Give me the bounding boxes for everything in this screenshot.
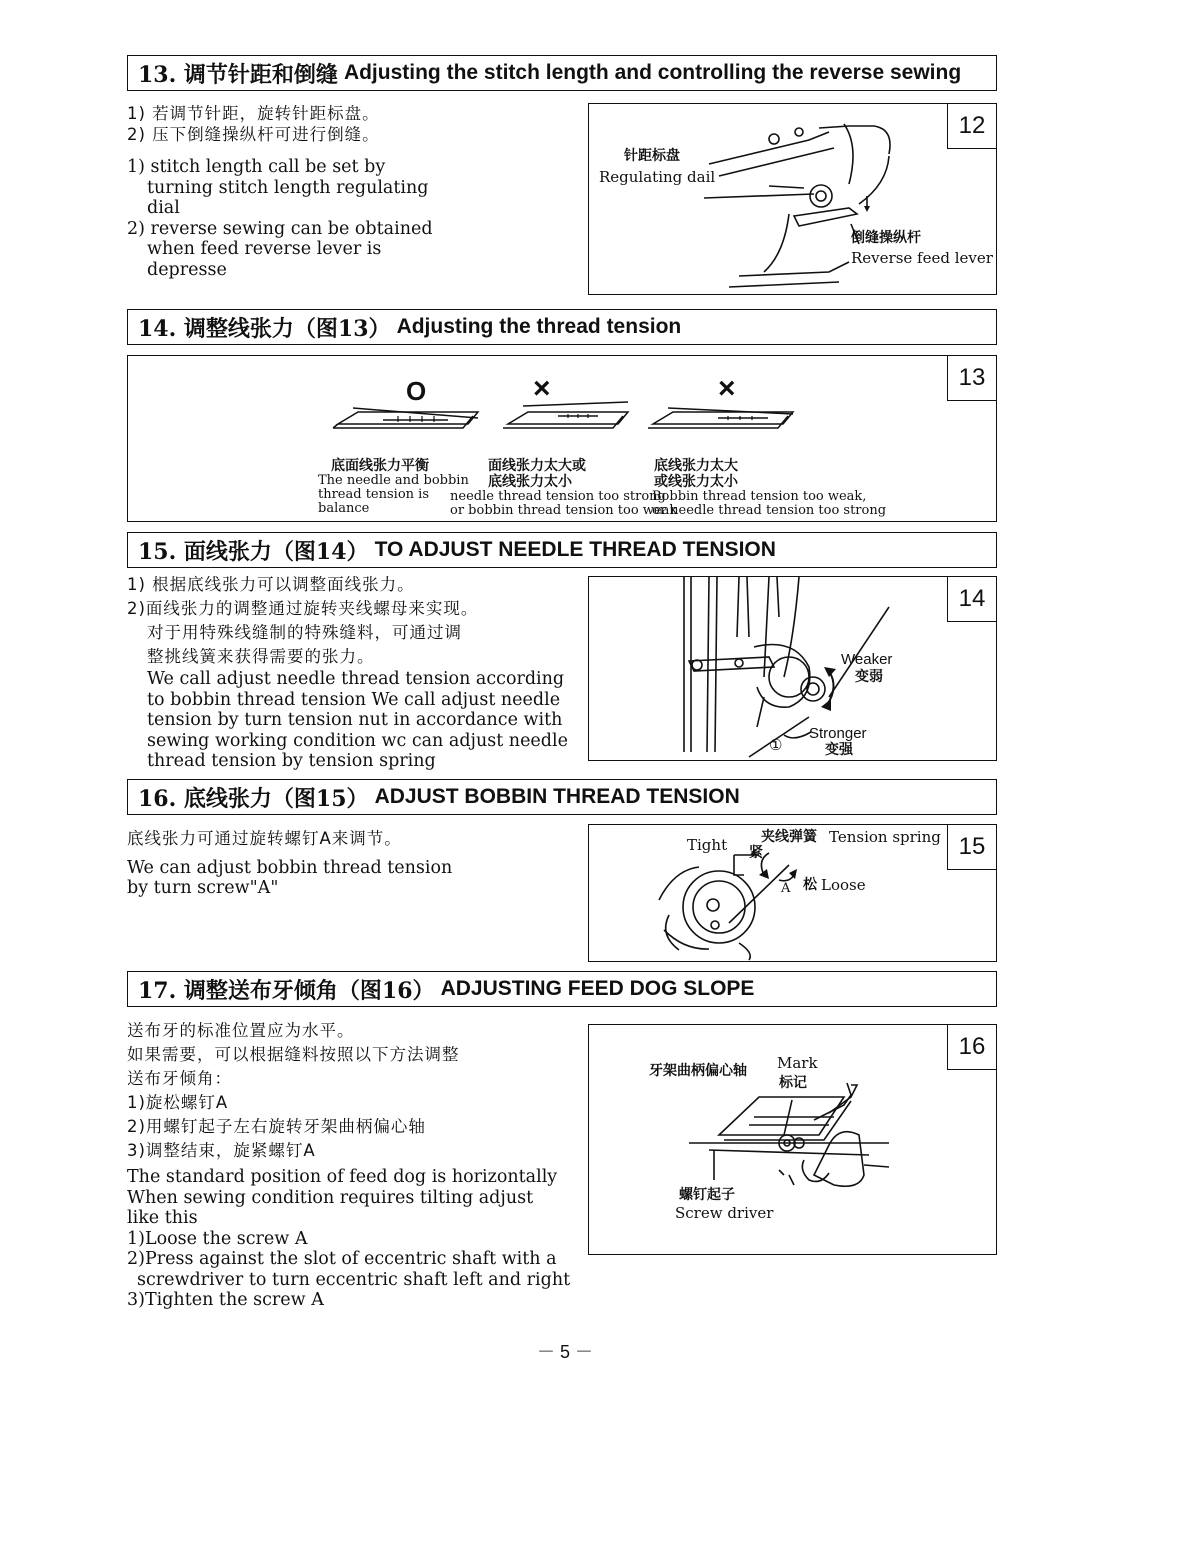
s13-en-item2-line1: 2) reverse sewing can be obtained	[127, 218, 433, 239]
s17-cn-line-4: 1)旋松螺钉A	[127, 1093, 229, 1112]
label-loose-cn: 松	[803, 877, 817, 893]
section-17-heading	[127, 971, 997, 1007]
label-screw-driver: Screw driver	[675, 1204, 774, 1222]
label-tension-spring: Tension spring	[829, 828, 941, 846]
section-13-text	[127, 104, 577, 280]
figure-13-number: 13	[947, 355, 997, 401]
label-loose: Loose	[821, 876, 866, 894]
figure-12	[588, 103, 997, 295]
label-stronger: Stronger	[809, 725, 867, 742]
label-regulating-dial-cn: 针距标盘	[624, 148, 680, 164]
section-13-title-en: Adjusting the stitch length and controlling the reverse sewing	[343, 61, 962, 84]
label-weaker-cn: 变弱	[855, 669, 883, 685]
label-screw-driver-cn: 螺钉起子	[679, 1187, 735, 1203]
figure-16-number: 16	[947, 1024, 997, 1070]
s17-cn-line-3: 送布牙倾角：	[127, 1069, 232, 1088]
s17-en-line-7: 3)Tighten the screw A	[127, 1290, 324, 1310]
section-17-text	[127, 1019, 582, 1311]
section-16-title-cn: 16. 底线张力（图15）	[138, 785, 369, 812]
section-17-title-cn: 17. 调整送布牙倾角（图16）	[138, 977, 435, 1004]
s13-en-item2-line3: depresse	[147, 259, 227, 280]
figure-12-number: 12	[947, 103, 997, 149]
mark-balanced: O	[406, 376, 427, 406]
caption-2-cn-2: 底线张力太小	[488, 474, 572, 490]
section-14-title-en: Adjusting the thread tension	[396, 315, 682, 338]
s15-cn-line-2: 2)面线张力的调整通过旋转夹线螺母来实现。	[127, 599, 479, 618]
page-number: － 5 －	[536, 1342, 593, 1362]
s13-en-item1-line3: dial	[147, 198, 180, 218]
caption-2-en-2: or bobbin thread tension too weak	[450, 503, 678, 518]
s15-en-line-2: to bobbin thread tension We call adjust needle	[147, 689, 561, 710]
caption-1-en-1: The needle and bobbin	[318, 473, 469, 488]
s15-cn-line-3: 对于用特殊线缝制的特殊缝料，可通过调	[147, 623, 462, 642]
label-part-1: ①	[769, 736, 783, 754]
label-mark-cn: 标记	[779, 1075, 807, 1091]
caption-3-cn-1: 底线张力太大	[654, 458, 738, 474]
s13-en-item1-line1: 1) stitch length call be set by	[127, 157, 386, 177]
section-15-text	[127, 573, 582, 772]
s15-en-line-3: tension by turn tension nut in accordance with	[147, 710, 563, 730]
s17-cn-line-6: 3)调整结束，旋紧螺钉A	[127, 1141, 316, 1160]
s16-en-line-2: by turn screw"A"	[127, 878, 279, 898]
label-reverse-lever-cn: 倒缝操纵杆	[851, 230, 921, 246]
label-tight: Tight	[687, 836, 728, 854]
caption-2-en-1: needle thread tension too strong	[450, 489, 666, 504]
label-regulating-dial: Regulating dail	[599, 168, 716, 186]
caption-1-en-2: thread tension is	[318, 487, 429, 502]
s15-en-line-5: thread tension by tension spring	[147, 751, 436, 771]
caption-3-en-1: Bobbin thread tension too weak,	[652, 489, 867, 504]
s15-cn-line-1: 1) 根据底线张力可以调整面线张力。	[127, 575, 415, 594]
section-13-title-cn: 13. 调节针距和倒缝	[138, 61, 338, 88]
section-16-title-en: ADJUST BOBBIN THREAD TENSION	[374, 785, 740, 808]
label-spring-cn: 夹线弹簧	[761, 829, 817, 845]
s17-en-line-5: 2)Press against the slot of eccentric shaft with a	[127, 1249, 557, 1269]
s16-en-line-1: We can adjust bobbin thread tension	[127, 857, 453, 878]
s17-cn-line-5: 2)用螺钉起子左右旋转牙架曲柄偏心轴	[127, 1117, 426, 1136]
s17-en-line-3: like this	[127, 1208, 198, 1228]
figure-16	[588, 1024, 997, 1255]
tension-nut-drawing	[589, 577, 998, 762]
s13-cn-line-1: 1) 若调节针距，旋转针距标盘。	[127, 104, 380, 123]
section-16-text	[127, 829, 577, 899]
caption-3-cn-2: 或线张力太小	[654, 474, 738, 490]
label-mark: Mark	[777, 1054, 818, 1072]
label-stronger-cn: 变强	[825, 742, 853, 758]
figure-15	[588, 824, 997, 962]
caption-1-en-3: balance	[318, 501, 370, 516]
section-13-heading	[127, 55, 997, 91]
section-14-heading	[127, 309, 997, 345]
label-tight-cn: 紧	[749, 845, 763, 861]
s17-cn-line-2: 如果需要，可以根据缝料按照以下方法调整	[127, 1045, 460, 1064]
s17-en-line-1: The standard position of feed dog is horizontally	[127, 1167, 558, 1187]
caption-3-en-2: or needle thread tension too strong	[652, 503, 887, 518]
s15-en-line-4: sewing working condition wc can adjust needle	[147, 730, 568, 751]
s17-en-line-2: When sewing condition requires tilting adjust	[127, 1187, 534, 1208]
s16-cn-line-1: 底线张力可通过旋转螺钉A来调节。	[127, 829, 402, 848]
figure-14-number: 14	[947, 576, 997, 622]
s17-en-line-4: 1)Loose the screw A	[127, 1228, 308, 1249]
mark-bad-1: ×	[533, 372, 551, 405]
caption-2-cn-1: 面线张力太大或	[488, 458, 586, 474]
label-reverse-lever: Reverse feed lever	[851, 249, 993, 267]
section-17-title-en: ADJUSTING FEED DOG SLOPE	[440, 977, 755, 1000]
s13-en-item2-line2: when feed reverse lever is	[147, 239, 382, 259]
section-15-title-en: TO ADJUST NEEDLE THREAD TENSION	[374, 538, 776, 561]
figure-14	[588, 576, 997, 761]
caption-1-cn: 底面线张力平衡	[331, 458, 429, 474]
mark-bad-2: ×	[718, 372, 736, 405]
s17-en-line-6: screwdriver to turn eccentric shaft left and right	[137, 1269, 571, 1290]
section-16-heading	[127, 779, 997, 815]
label-eccentric-shaft-cn: 牙架曲柄偏心轴	[649, 1063, 747, 1079]
label-weaker: Weaker	[841, 651, 893, 668]
figure-15-number: 15	[947, 824, 997, 870]
section-14-title-cn: 14. 调整线张力（图13）	[138, 315, 391, 342]
s15-cn-line-4: 整挑线簧来获得需要的张力。	[147, 647, 375, 666]
label-screw-a: A	[781, 881, 791, 896]
section-15-heading	[127, 532, 997, 568]
s15-en-line-1: We call adjust needle thread tension according	[147, 669, 565, 689]
s13-cn-line-2: 2) 压下倒缝操纵杆可进行倒缝。	[127, 124, 380, 144]
s17-cn-line-1: 送布牙的标准位置应为水平。	[127, 1021, 355, 1040]
sewing-machine-drawing	[589, 104, 998, 296]
s13-en-item1-line2: turning stitch length regulating	[147, 177, 429, 198]
figure-13	[127, 355, 997, 522]
section-15-title-cn: 15. 面线张力（图14）	[138, 538, 369, 565]
